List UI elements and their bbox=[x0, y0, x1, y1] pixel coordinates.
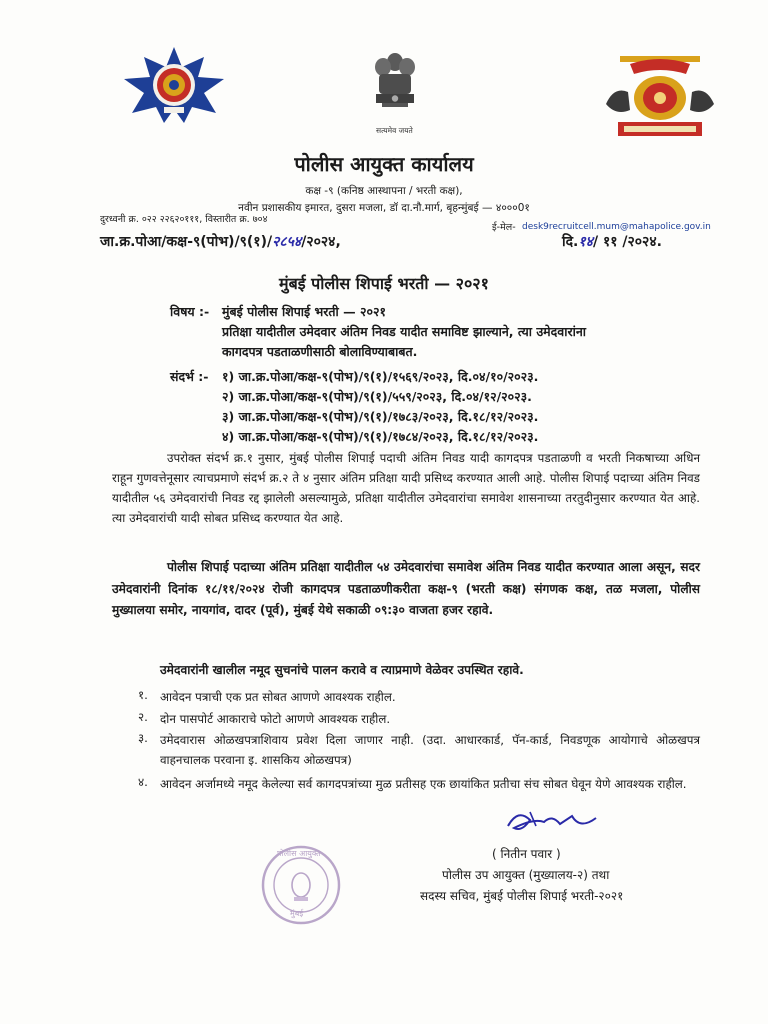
emblem-motto: सत्यमेव जयते bbox=[376, 126, 413, 135]
reference-item: ४) जा.क्र.पोआ/कक्ष-९(पोभ)/९(१)/१७८४/२०२३, दि.१८/१२/२०२३. bbox=[222, 429, 539, 444]
instructions-title: उमेदवारांनी खालील नमूद सुचनांचे पालन करावे व त्याप्रमाणे वेळेवर उपस्थित रहावे. bbox=[160, 663, 524, 677]
body-paragraph-2: पोलीस शिपाई पदाच्या अंतिम प्रतिक्षा यादीतील ५४ उमेदवारांचा समावेश अंतिम निवड यादीत करण्यात आला असून, सदर उमेदवारांनी दिनांक १८/११/२०२४ रोजी कागदपत्र पडताळणीकरीता कक्ष-९ (भरती कक्ष) संगणक कक्ष, तळ मजला, पोलीस मुख्यालया समोर, नायगांव, दादर (पूर्व), मुंबई येथे सकाळी ०९:३० वाजता हजर रहावे. bbox=[112, 560, 700, 617]
document-heading: मुंबई पोलीस शिपाई भरती — २०२१ bbox=[279, 274, 489, 293]
instruction-text: आवेदन अर्जामध्ये नमूद केलेल्या सर्व कागदपत्रांच्या मुळ प्रतीसह एक छायांकित प्रतीचा संच सोबत घेवून येणे आवश्यक राहील. bbox=[160, 777, 687, 791]
reference-item: २) जा.क्र.पोआ/कक्ष-९(पोभ)/९(१)/५५९/२०२३, दि.०४/१२/२०२३. bbox=[222, 389, 532, 404]
instruction-number: ४. bbox=[138, 775, 148, 789]
instruction-number: २. bbox=[138, 710, 148, 724]
subject-line-2: प्रतिक्षा यादीतील उमेदवार अंतिम निवड यादीत समाविष्ट झाल्याने, त्या उमेदवारांना bbox=[222, 324, 587, 339]
stamp-text-top: पोलीस आयुक्त bbox=[277, 849, 321, 858]
email-link[interactable]: desk9recruitcell.mum@mahapolice.gov.in bbox=[522, 222, 711, 232]
subject-label: विषय :- bbox=[170, 304, 210, 319]
instruction-number: १. bbox=[138, 688, 148, 702]
signatory-name: ( नितीन पवार ) bbox=[492, 847, 561, 861]
instruction-text: दोन पासपोर्ट आकाराचे फोटो आणणे आवश्यक राहील. bbox=[160, 712, 391, 726]
signatory-designation-2: सदस्य सचिव, मुंबई पोलीस शिपाई भरती-२०२१ bbox=[420, 889, 624, 903]
letter-date bbox=[562, 232, 662, 251]
handwritten-signature-icon bbox=[500, 800, 610, 840]
email-label: ई-मेल- bbox=[492, 222, 516, 233]
instruction-text: आवेदन पत्राची एक प्रत सोबत आणणे आवश्यक राहील. bbox=[160, 690, 396, 704]
instruction-text: उमेदवारास ओळखपत्राशिवाय प्रवेश दिला जाणार नाही. (उदा. आधारकार्ड, पॅन-कार्ड, निवडणूक आयोगाचे ओळखपत्र वाहनचालक परवाना इ. शासकिय ओळखपत्र) bbox=[160, 733, 700, 767]
letter-number-handwritten: २८५४ bbox=[272, 234, 302, 250]
address-line-1: कक्ष -९ (कनिष्ठ आस्थापना / भरती कक्ष), bbox=[305, 185, 463, 197]
letter-date-handwritten: १४ bbox=[578, 234, 593, 250]
subject-line-1: मुंबई पोलीस शिपाई भरती — २०२१ bbox=[222, 304, 386, 319]
instruction-number: ३. bbox=[138, 731, 148, 745]
letter-number-suffix: /२०२४, bbox=[301, 234, 341, 250]
office-title: पोलीस आयुक्त कार्यालय bbox=[294, 152, 474, 176]
letter-number bbox=[100, 232, 341, 251]
stamp-text-bottom: मुंबई bbox=[290, 909, 304, 918]
references-label: संदर्भ :- bbox=[170, 369, 209, 384]
letter-date-prefix: दि. bbox=[562, 234, 579, 250]
national-emblem-icon bbox=[370, 50, 420, 122]
mumbai-police-emblem-icon bbox=[118, 45, 230, 125]
letter-number-prefix: जा.क्र.पोआ/कक्ष-९(पोभ)/९(१)/ bbox=[100, 234, 273, 250]
subject-line-3: कागदपत्र पडताळणीसाठी बोलाविण्याबाबत. bbox=[222, 344, 418, 359]
phone-number: दुरध्वनी क्र. ०२२ २२६२०१११, विस्तारीत क्र. ७०४ bbox=[100, 214, 268, 225]
reference-item: १) जा.क्र.पोआ/कक्ष-९(पोभ)/९(१)/१५६९/२०२३, दि.०४/१०/२०२३. bbox=[222, 369, 539, 384]
reference-item: ३) जा.क्र.पोआ/कक्ष-९(पोभ)/९(१)/१७८३/२०२३, दि.१८/१२/२०२३. bbox=[222, 409, 539, 424]
maharashtra-police-emblem-icon bbox=[600, 52, 720, 144]
address-line-2: नवीन प्रशासकीय इमारत, दुसरा मजला, डॉ दा.नौ.मार्ग, बृहन्मुंबई — ४०००0१ bbox=[238, 202, 530, 214]
signatory-designation-1: पोलीस उप आयुक्त (मुख्यालय-२) तथा bbox=[442, 868, 610, 882]
body-paragraph-1: उपरोक्त संदर्भ क्र.१ नुसार, मुंबई पोलीस शिपाई पदाची अंतिम निवड यादी कागदपत्र पडताळणी व भरती निकषाच्या अधिन राहून गुणवत्तेनूसार त्याचप्रमाणे संदर्भ क्र.२ ते ४ नुसार अंतिम प्रतिक्षा यादी प्रसिध्द करण्यात आली आहे. पोलीस शिपाई पदाच्या अंतिम निवड यादीतील ५६ उमेदवारांची निवड रद्द झालेली असल्यामुळे, प्रतिक्षा यादीतील उमेदवारांचा समावेश शासनाच्या तरतुदीनुसार करण्यात येत आहे. त्या उमेदवारांची यादी सोबत प्रसिध्द करण्यात येत आहे. bbox=[112, 451, 700, 525]
letter-date-suffix: / ११ /२०२४. bbox=[592, 234, 662, 250]
